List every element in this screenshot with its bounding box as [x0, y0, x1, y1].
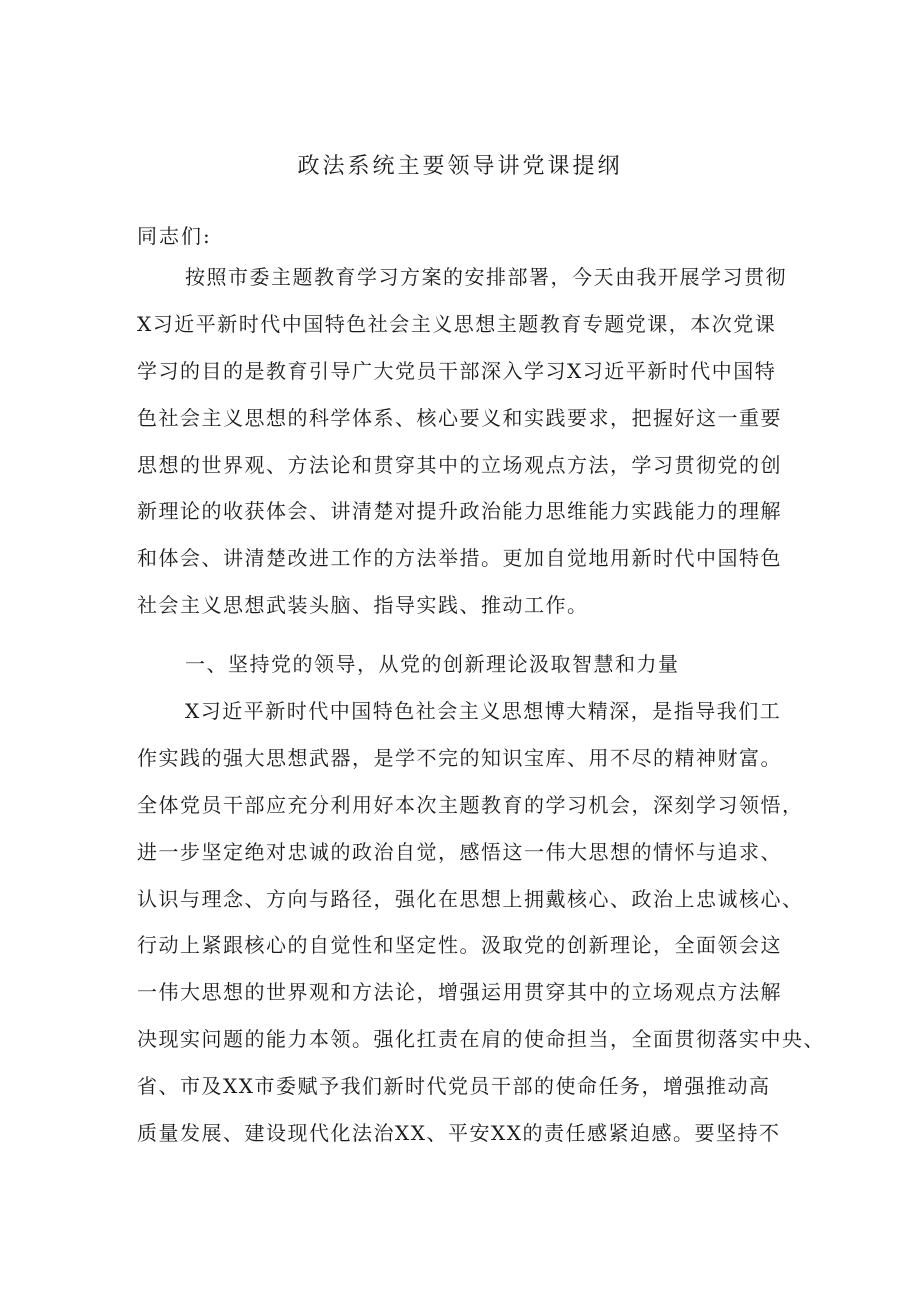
- paragraph-line: 一伟大思想的世界观和方法论，增强运用贯穿其中的立场观点方法解: [137, 980, 782, 1005]
- paragraph-line: 进一步坚定绝对忠诚的政治自觉，感悟这一伟大思想的情怀与追求、: [137, 839, 782, 864]
- paragraph-line: X习近平新时代中国特色社会主义思想博大精深，是指导我们工: [185, 699, 782, 723]
- paragraph-intro: [137, 254, 797, 629]
- paragraph-line: 按照市委主题教育学习方案的安排部署，今天由我开展学习贯彻: [185, 265, 787, 289]
- section-heading: [137, 641, 797, 688]
- salutation: 同志们:: [137, 224, 212, 248]
- paragraph-line: 认识与理念、方向与路径，强化在思想上拥戴核心、政治上忠诚核心、: [137, 886, 804, 911]
- paragraph-line: X习近平新时代中国特色社会主义思想主题教育专题党课，本次党课: [137, 311, 777, 336]
- paragraph-line: 全体党员干部应充分利用好本次主题教育的学习机会，深刻学习领悟，: [137, 792, 804, 817]
- paragraph-line: 和体会、讲清楚改进工作的方法举措。更加自觉地用新时代中国特色: [137, 546, 782, 571]
- paragraph-line: 社会主义思想武装头脑、指导实践、推动工作。: [137, 593, 589, 618]
- paragraph-line: 作实践的强大思想武器，是学不完的知识宝库、用不尽的精神财富。: [137, 745, 782, 770]
- paragraph-line: 质量发展、建设现代化法治XX、平安XX的责任感紧迫感。要坚持不: [137, 1121, 781, 1146]
- paragraph-line: 色社会主义思想的科学体系、核心要义和实践要求，把握好这一重要: [137, 405, 782, 430]
- paragraph-line: 省、市及XX市委赋予我们新时代党员干部的使命任务，增强推动高: [137, 1074, 771, 1099]
- section-heading-text: 一、坚持党的领导，从党的创新理论汲取智慧和力量: [185, 652, 680, 676]
- paragraph-line: 思想的世界观、方法论和贯穿其中的立场观点方法，学习贯彻党的创: [137, 452, 782, 477]
- paragraph-section1: [137, 688, 825, 1157]
- paragraph-line: 新理论的收获体会、讲清楚对提升政治能力思维能力实践能力的理解: [137, 499, 782, 524]
- paragraph-line: 决现实问题的能力本领。强化扛责在肩的使命担当，全面贯彻落实中央、: [137, 1027, 825, 1052]
- paragraph-line: 行动上紧跟核心的自觉性和坚定性。汲取党的创新理论，全面领会这: [137, 933, 782, 958]
- document-title: 政法系统主要领导讲党课提纲: [297, 154, 623, 179]
- paragraph-line: 学习的目的是教育引导广大党员干部深入学习X习近平新时代中国特: [137, 358, 777, 383]
